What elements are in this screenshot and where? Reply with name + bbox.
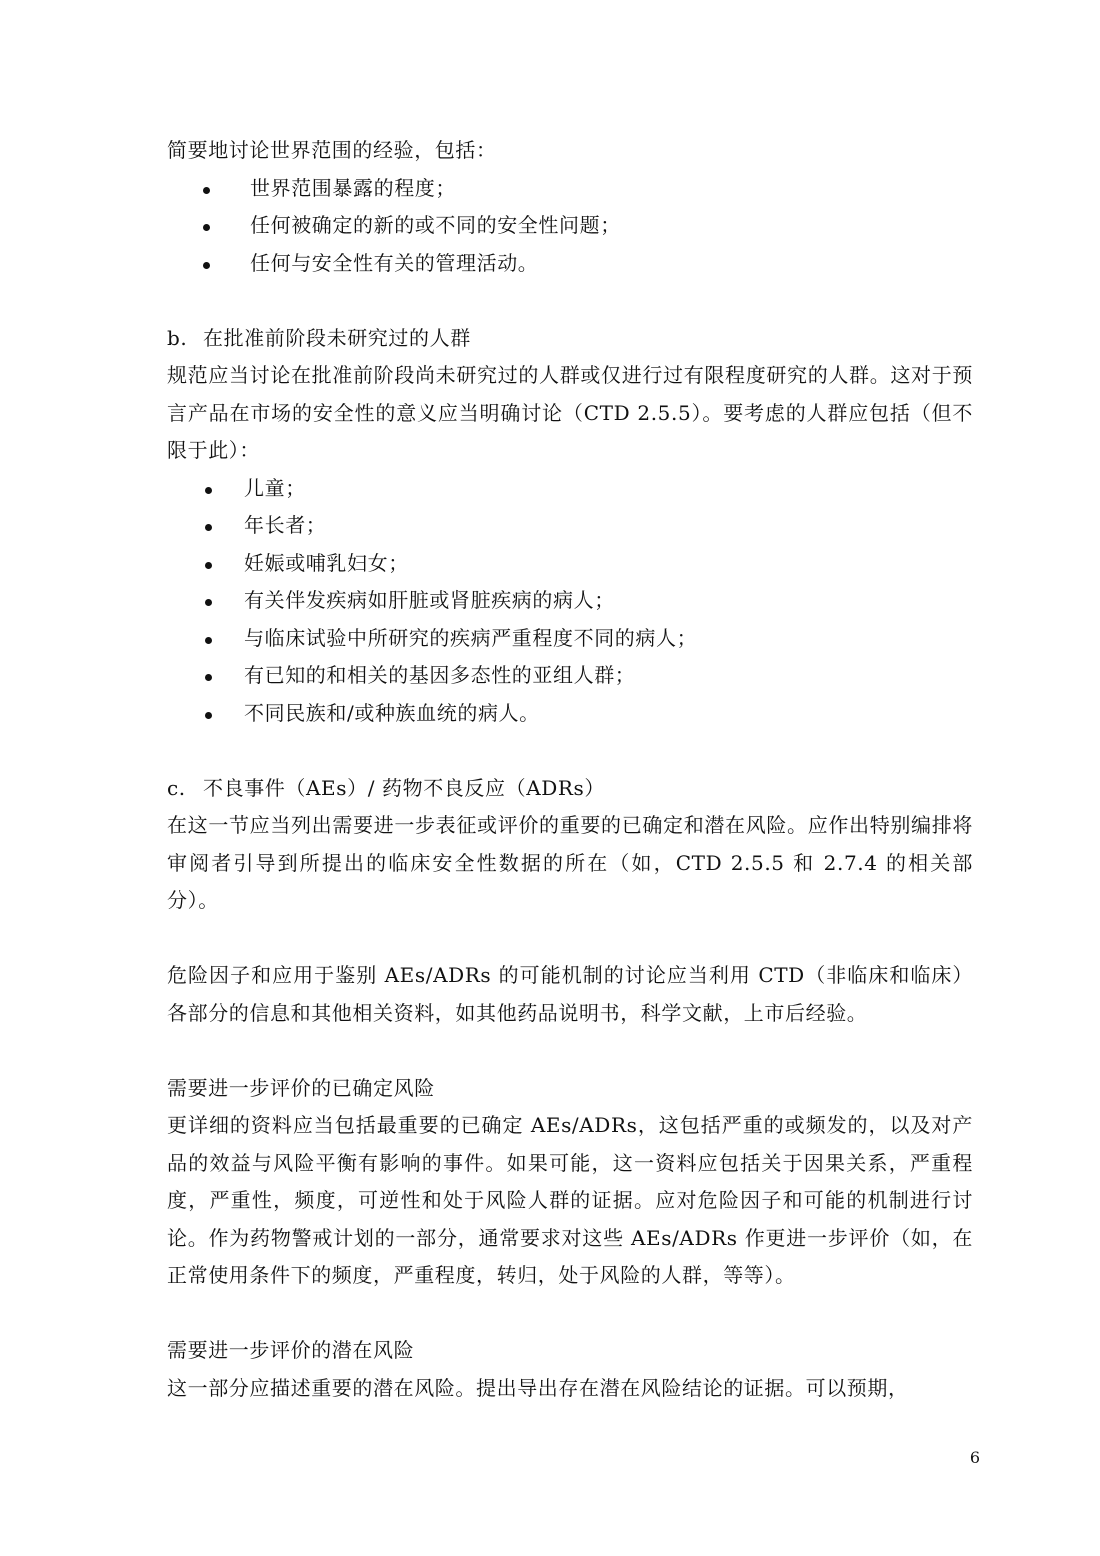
section-b-title: 在批准前阶段未研究过的人群 (203, 325, 471, 350)
bullet-icon (203, 187, 210, 194)
bullet-icon (205, 637, 212, 644)
section-c-title: 不良事件（AEs）/ 药物不良反应（ADRs） (203, 775, 606, 800)
bullet-icon (205, 562, 212, 569)
intro-bullet-list (167, 170, 973, 283)
potential-risks-heading: 需要进一步评价的潜在风险 (167, 1338, 415, 1362)
spacer (167, 732, 973, 770)
spacer (167, 920, 973, 958)
section-b-heading (167, 320, 973, 358)
bullet-icon (205, 712, 212, 719)
bullet-icon (205, 487, 212, 494)
list-item: 与临床试验中所研究的疾病严重程度不同的病人； (167, 620, 973, 658)
identified-risks-heading: 需要进一步评价的已确定风险 (167, 1075, 435, 1100)
section-c-marker: c. (167, 775, 186, 800)
list-item: 任何与安全性有关的管理活动。 (167, 245, 973, 283)
identified-risks-paragraph: 更详细的资料应当包括最重要的已确定 AEs/ADRs，这包括严重的或频发的，以及对产品的效益与风险平衡有影响的事件。如果可能，这一资料应包括关于因果关系，严重程度，严重性，频度，可逆性和处于风险人群的证据。应对危险因子和可能的机制进行讨论。作为药物警戒计划的一部分，通常要求对这些 AEs/ADRs 作更进一步评价（如，在正常使用条件下的频度，严重程度，转归，处于风险的人群，等等）。 (167, 1113, 973, 1287)
list-item: 有已知的和相关的基因多态性的亚组人群； (167, 657, 973, 695)
spacer (167, 282, 973, 320)
list-item: 儿童； (167, 470, 973, 508)
bullet-icon (205, 674, 212, 681)
section-c-paragraph-1: 在这一节应当列出需要进一步表征或评价的重要的已确定和潜在风险。应作出特别编排将审阅者引导到所提出的临床安全性数据的所在（如，CTD 2.5.5 和 2.7.4 的相关部分）。 (167, 813, 973, 912)
list-item: 妊娠或哺乳妇女； (167, 545, 973, 583)
list-item: 年长者； (167, 507, 973, 545)
section-b-marker: b. (167, 325, 188, 350)
bullet-icon (203, 224, 210, 231)
page-content (167, 132, 973, 1407)
bullet-icon (205, 599, 212, 606)
population-bullet-list (167, 470, 973, 733)
potential-risks-paragraph: 这一部分应描述重要的潜在风险。提出导出存在潜在风险结论的证据。可以预期， (167, 1375, 909, 1400)
page-number: 6 (969, 1448, 980, 1467)
section-b-paragraph: 规范应当讨论在批准前阶段尚未研究过的人群或仅进行过有限程度研究的人群。这对于预言产品在市场的安全性的意义应当明确讨论（CTD 2.5.5）。要考虑的人群应包括（但不限于此）： (167, 363, 973, 462)
list-item: 世界范围暴露的程度； (167, 170, 973, 208)
spacer (167, 1295, 973, 1333)
list-item: 任何被确定的新的或不同的安全性问题； (167, 207, 973, 245)
list-item: 不同民族和/或种族血统的病人。 (167, 695, 973, 733)
section-c-paragraph-2: 危险因子和应用于鉴别 AEs/ADRs 的可能机制的讨论应当利用 CTD（非临床和临床）各部分的信息和其他相关资料，如其他药品说明书，科学文献，上市后经验。 (167, 963, 973, 1025)
bullet-icon (205, 524, 212, 531)
intro-text: 简要地讨论世界范围的经验，包括： (167, 138, 497, 162)
bullet-icon (203, 262, 210, 269)
section-c-heading (167, 770, 973, 808)
list-item: 有关伴发疾病如肝脏或肾脏疾病的病人； (167, 582, 973, 620)
spacer (167, 1032, 973, 1070)
